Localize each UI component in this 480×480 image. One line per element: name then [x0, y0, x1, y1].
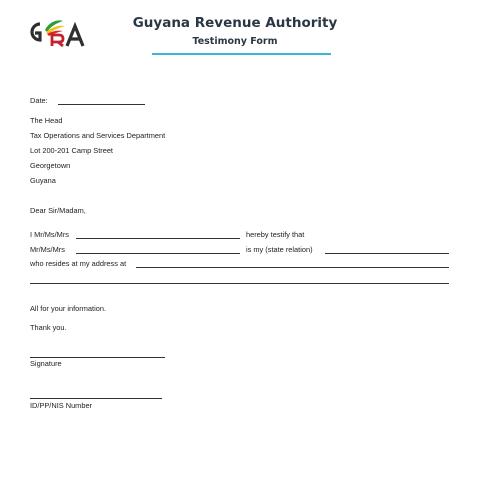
subject-label: Mr/Ms/Mrs	[30, 245, 65, 254]
id-number-label: ID/PP/NIS Number	[30, 401, 93, 410]
id-number-line[interactable]	[30, 398, 162, 399]
title-underline	[152, 53, 331, 55]
testify-text: hereby testify that	[246, 230, 305, 239]
relation-line[interactable]	[325, 253, 449, 254]
resident-address-line[interactable]	[136, 267, 449, 268]
logo-a-letter	[67, 26, 83, 46]
signature-label: Signature	[30, 359, 62, 368]
closing-thanks: Thank you.	[30, 323, 67, 332]
date-field-line[interactable]	[58, 104, 145, 105]
address-line-3: Lot 200-201 Camp Street	[30, 146, 113, 155]
address-label: who resides at my address at	[30, 259, 127, 268]
relation-text: is my (state relation)	[246, 245, 313, 254]
logo-g-letter	[32, 24, 40, 40]
logo-r-letter	[52, 35, 63, 46]
salutation: Dear Sir/Madam,	[30, 206, 86, 215]
date-label: Date:	[30, 96, 48, 105]
resident-address-line-2[interactable]	[30, 283, 449, 284]
subject-name-line[interactable]	[76, 253, 240, 254]
gra-logo	[28, 16, 90, 48]
organization-name: Guyana Revenue Authority	[132, 15, 338, 31]
signature-line[interactable]	[30, 357, 165, 358]
address-line-2: Tax Operations and Services Department	[30, 131, 166, 140]
testifier-label: I Mr/Ms/Mrs	[30, 230, 69, 239]
address-line-5: Guyana	[30, 176, 56, 185]
address-line-1: The Head	[30, 116, 63, 125]
form-title: Testimony Form	[192, 36, 278, 47]
testifier-name-line[interactable]	[76, 238, 240, 239]
address-line-4: Georgetown	[30, 161, 71, 170]
closing-info: All for your information.	[30, 304, 106, 313]
